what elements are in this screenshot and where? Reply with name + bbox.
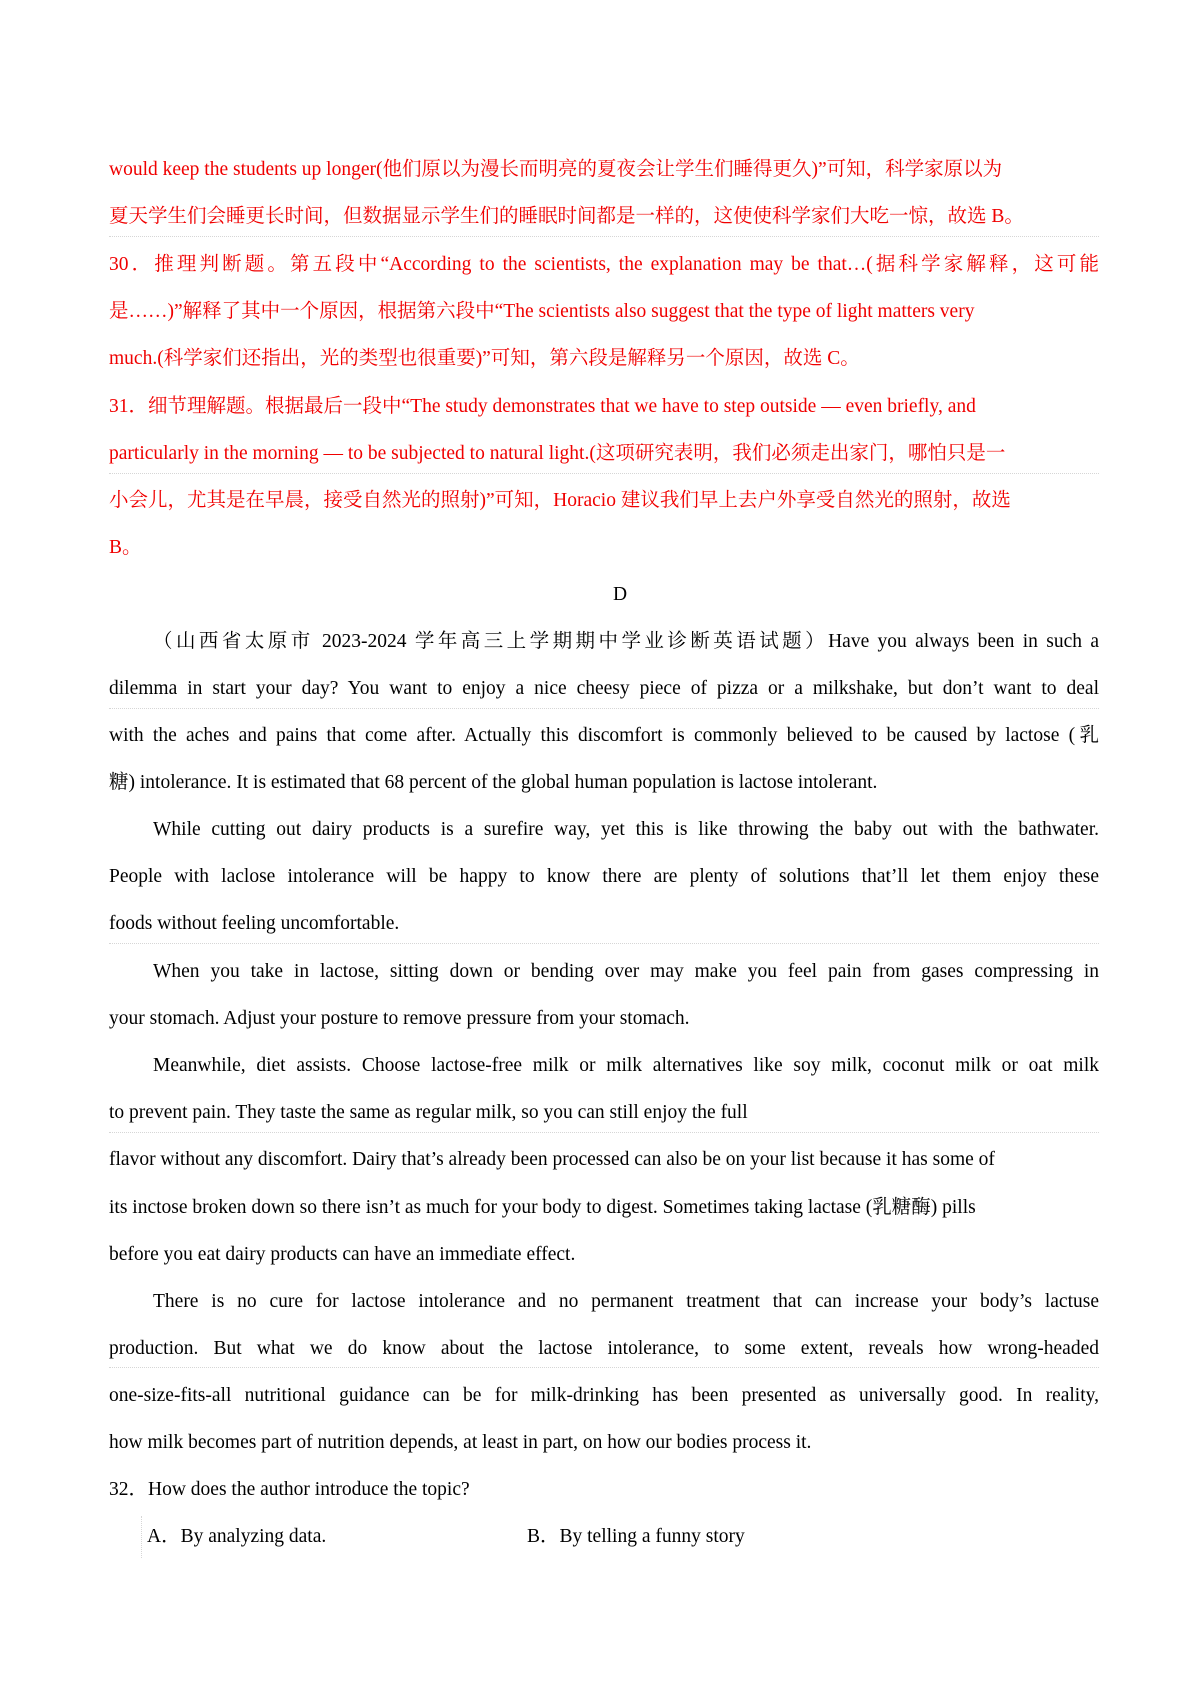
- paragraph-line: （山西省太原市 2023-2024 学年高三上学期期中学业诊断英语试题）Have you always been in such a: [153, 631, 1099, 652]
- explanation-line: 小会儿，尤其是在早晨，接受自然光的照射)”可知，Horacio 建议我们早上去户外享受自然光的照射，故选: [109, 490, 1011, 511]
- paragraph-line: foods without feeling uncomfortable.: [109, 913, 400, 934]
- paragraph-line: Meanwhile, diet assists. Choose lactose-free milk or milk alternatives like soy milk, coconut milk or oat milk: [153, 1055, 1099, 1076]
- paragraph-line: flavor without any discomfort. Dairy that’s already been processed can also be on your list because it has some of: [109, 1149, 995, 1170]
- explanation-line: 夏天学生们会睡更长时间，但数据显示学生们的睡眠时间都是一样的，这使使科学家们大吃一惊，故选 B。: [109, 206, 1024, 227]
- option-border: [141, 1516, 142, 1558]
- explanation-line: particularly in the morning — to be subjected to natural light.(这项研究表明，我们必须走出家门，哪怕只是一: [109, 443, 1006, 464]
- dotted-rule: [109, 1367, 1099, 1368]
- paragraph-line: one-size-fits-all nutritional guidance can be for milk-drinking has been presented as universally good. In reality,: [109, 1385, 1099, 1406]
- option-b: B．By telling a funny story: [527, 1526, 745, 1547]
- paragraph-line: how milk becomes part of nutrition depends, at least in part, on how our bodies process it.: [109, 1432, 812, 1453]
- paragraph-line: production. But what we do know about the lactose intolerance, to some extent, reveals how wrong-headed: [109, 1338, 1099, 1359]
- paragraph-line: dilemma in start your day? You want to enjoy a nice cheesy piece of pizza or a milkshake, but don’t want to deal: [109, 678, 1099, 699]
- dotted-rule: [109, 943, 1099, 944]
- dotted-rule: [109, 236, 1099, 237]
- dotted-rule: [109, 708, 1099, 709]
- paragraph-line: before you eat dairy products can have an immediate effect.: [109, 1244, 576, 1265]
- explanation-line: 是……)”解释了其中一个原因，根据第六段中“The scientists also suggest that the type of light matters very: [109, 301, 975, 322]
- option-a: A．By analyzing data.: [147, 1526, 327, 1547]
- dotted-rule: [109, 473, 1099, 474]
- question-32: 32．How does the author introduce the topic?: [109, 1479, 470, 1500]
- paragraph-line: When you take in lactose, sitting down or bending over may make you feel pain from gases compressing in: [153, 961, 1099, 982]
- paragraph-line: its inctose broken down so there isn’t as much for your body to digest. Sometimes taking lactase (乳糖酶) pills: [109, 1197, 976, 1218]
- explanation-q30: 30．推理判断题。第五段中“According to the scientists, the explanation may be that…(据科学家解释，这可能: [109, 254, 1099, 275]
- paragraph-line: to prevent pain. They taste the same as regular milk, so you can still enjoy the full: [109, 1102, 748, 1123]
- paragraph-line: While cutting out dairy products is a surefire way, yet this is like throwing the baby out with the bathwater.: [153, 819, 1099, 840]
- explanation-line: much.(科学家们还指出，光的类型也很重要)”可知，第六段是解释另一个原因，故选 C。: [109, 348, 860, 369]
- explanation-line: would keep the students up longer(他们原以为漫长而明亮的夏夜会让学生们睡得更久)”可知，科学家原以为: [109, 159, 1003, 180]
- passage-heading: D: [612, 584, 628, 605]
- paragraph-line: your stomach. Adjust your posture to remove pressure from your stomach.: [109, 1008, 690, 1029]
- paragraph-line: People with laclose intolerance will be happy to know there are plenty of solutions that’ll let them enjoy these: [109, 866, 1099, 887]
- dotted-rule: [109, 1132, 1099, 1133]
- paragraph-line: 糖) intolerance. It is estimated that 68 percent of the global human population is lactose intolerant.: [109, 772, 878, 793]
- paragraph-line: There is no cure for lactose intolerance and no permanent treatment that can increase your body’s lactuse: [153, 1291, 1099, 1312]
- explanation-q31: 31．细节理解题。根据最后一段中“The study demonstrates that we have to step outside — even briefly, and: [109, 396, 976, 417]
- explanation-line: B。: [109, 537, 142, 558]
- paragraph-line: with the aches and pains that come after. Actually this discomfort is commonly believed to be caused by lactose (乳: [109, 725, 1099, 746]
